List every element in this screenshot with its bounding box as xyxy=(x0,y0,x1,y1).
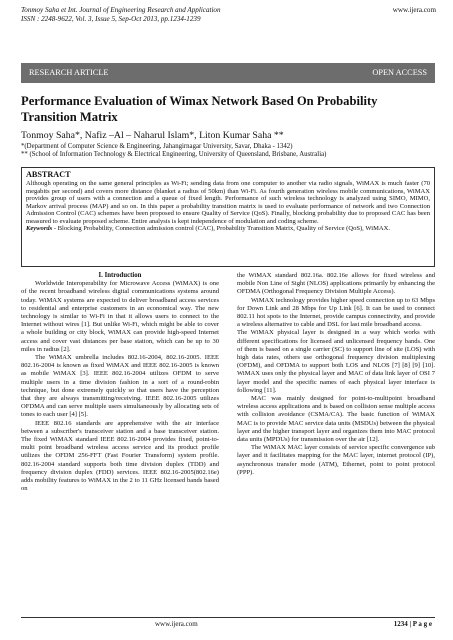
page-number: 1234 | P a g e xyxy=(393,620,432,628)
header-website[interactable]: www.ijera.com xyxy=(392,6,436,14)
keywords xyxy=(26,225,430,233)
body-paragraph: MAC was mainly designed for point-to-multipoint broadband wireless access applications and is based on collision sense multiple access with collision avoidance (CSMA/CA). The basic function of WiMAX MAC is to provide MAC service data units (MSDUs) between the physical layer and the higher transport layer and organizes them into MAC protocol data units (MPDUs) for transmission over the air [12]. xyxy=(237,395,435,444)
body-paragraph: The WiMAX MAC layer consists of service specific convergence sub layer and it facilitates mapping for the MAC layer, internet protocol (IP), asynchronous transfer mode (ATM), Ethernet, point to point protocol (PPP). xyxy=(237,444,435,476)
footer-divider xyxy=(21,617,435,618)
right-column xyxy=(237,272,435,477)
open-access-label: OPEN ACCESS xyxy=(372,68,427,77)
issn-line: ISSN : 2248-9622, Vol. 3, Issue 5, Sep-Oct 2013, pp.1234-1239 xyxy=(21,15,201,23)
body-paragraph: WiMAX technology provides higher speed connection up to 63 Mbps for Down Link and 28 Mbps for Up Link [6]. It can be used to connect 802.11 hot spots to the Internet, provide campus connectivity, and provide a wireless alternative to cable and DSL for last mile broadband access. xyxy=(237,296,435,329)
keywords-label: Keywords xyxy=(26,225,53,233)
abstract-heading: ABSTRACT xyxy=(26,170,71,179)
affiliation-2: ** (School of Information Technology & Electrical Engineering, University of Queensland, Brisbane, Australia) xyxy=(21,151,327,159)
body-paragraph: the WiMAX standard 802.16a. 802.16e allows for fixed wireless and mobile Non Line of Sight (NLOS) applications primarily by enhancing the OFDMA (Orthogonal Frequency Division Multiple Access). xyxy=(237,272,435,296)
body-paragraph: The WiMAX umbrella includes 802.16-2004, 802.16-2005. IEEE 802.16-2004 is known as fixed WiMAX and IEEE 802.16-2005 is known as mobile WiMAX [3]. IEEE 802.16-2004 utilizes OFDM to serve multiple users in a time division fashion in a sort of a round-robin technique, but done extremely quickly so that users have the perception that they are always transmitting/receiving. IEEE 802.16-2005 utilizes OFDMA and can serve multiple users simultaneously by allocating sets of tones to each user [4] [5]. xyxy=(21,354,219,419)
abstract-box xyxy=(21,167,435,267)
paper-title: Performance Evaluation of Wimax Network Based On Probability Transition Matrix xyxy=(21,94,378,124)
paper-authors: Tonmoy Saha*, Nafiz –Al – Naharul Islam*, Liton Kumar Saha ** xyxy=(21,130,284,141)
page-header xyxy=(21,6,436,28)
keywords-text: - Blocking Probability, Connection admission control (CAC), Probability Transition Matrix, Quality of Service (QoS), WiMAX. xyxy=(52,225,390,233)
affiliation-1: *(Department of Computer Science & Engineering, Jahangirnagar University, Savar, Dhaka - 1342) xyxy=(21,143,293,150)
abstract-text: Although operating on the same general principles as Wi-Fi; sending data from one computer to another via radio signals, WiMAX is much faster (70 megabits per second) and covers more distance (blanket a radius of 50km) than Wi-Fi. As fourth generation wireless mobile communications, WiMAX provides group of users with a connection and a queue of fixed length. Performance of such wireless technology is analyzed using SIMO, MIMO, Markov arrival process (MAP) and so on. In this paper a probability transition matrix is used to evaluate performance of network and two Connection Admission Control (CAC) schemes have been proposed to ensure Quality of Service (QoS). Finally, blocking probability due to proposed CAC has been measured to evaluate proposed scheme. Entire analysis is kept independence of modulation and coding scheme. xyxy=(26,180,430,225)
left-column xyxy=(21,272,219,493)
body-paragraph: Worldwide Interoperability for Microwave Access (WiMAX) is one of the recent broadband wireless digital communications systems around today. WiMAX systems are expected to deliver broadband access services to residential and enterprise customers in an economical way. The new technology is similar to Wi-Fi in that it allows users to connect to the Internet without wires [1]. But unlike Wi-Fi, which might be able to cover a whole building or city block, WiMAX can provide high-speed Internet access and cover vast distances per base station, which can be up to 30 miles in radius [2]. xyxy=(21,280,219,353)
body-paragraph: The WiMAX physical layer is designed in a way which works with different specifications for licensed and unlicensed frequency bands. One of them is based on a single carrier (SC) to support line of site (LOS) with high data rates, others use orthogonal frequency division multiplexing (OFDM), and OFDMA to support both LOS and NLOS [7] [8] [9] [10]. WiMAX uses only the physical layer and MAC of data link layer of OSI 7 layer model and the specific names of each physical layer interface is following [11]. xyxy=(237,329,435,394)
footer-website[interactable]: www.ijera.com xyxy=(155,620,198,628)
body-paragraph: IEEE 802.16 standards are apprehensive with the air interface between a subscriber's transceiver station and a base transceiver station. The fixed WiMAX standard IEEE 802.16-2004 provides fixed, point-to-multi point broadband wireless access service and its product profile utilizes the OFDM 256-FFT (Fast Fourier Transform) system profile. 802.16-2004 standard supports both time division duplex (TDD) and frequency division duplex (FDD) services. IEEE 802.16-2005(802.16e) adds mobility features to WiMAX in the 2 to 11 GHz licensed bands based on xyxy=(21,419,219,493)
research-article-label: RESEARCH ARTICLE xyxy=(29,68,109,77)
section-heading-introduction: I. Introduction xyxy=(98,272,142,279)
journal-line: Tonmoy Saha et Int. Journal of Engineering Research and Application xyxy=(21,6,221,14)
journal-citation xyxy=(21,6,221,24)
author-affiliations xyxy=(21,143,435,160)
article-type-banner xyxy=(21,63,435,83)
